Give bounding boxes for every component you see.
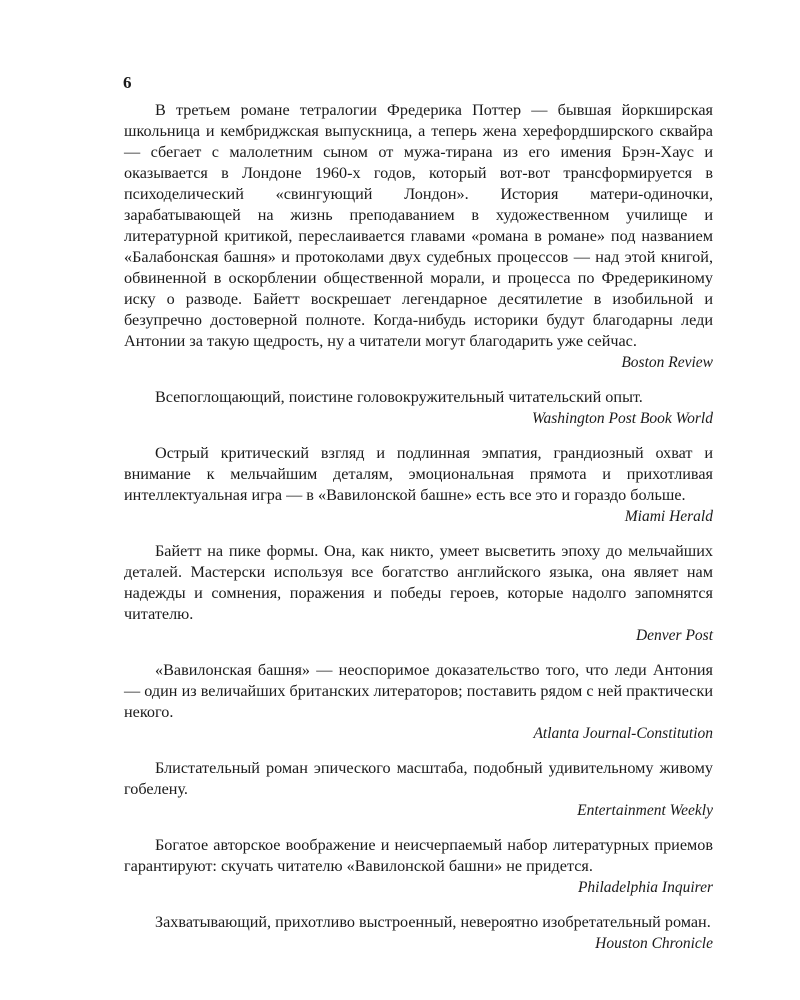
review-text: Острый критический взгляд и подлинная эмпатия, грандиозный охват и внимание к мельчайшим деталям, эмоциональная прямота и прихотливая интеллектуальная игра — в «Вавилонской башне» есть все это и гораздо больше.	[124, 444, 713, 504]
reviews-list	[124, 100, 713, 968]
review-text: Блистательный роман эпического масштаба, подобный удивительному живому гобелену.	[124, 759, 713, 798]
review-text: Всепоглощающий, поистине головокружительный читательский опыт.	[155, 388, 643, 406]
review-entertainment-weekly	[124, 758, 713, 821]
review-washington-post	[124, 387, 713, 429]
review-philadelphia-inquirer	[124, 835, 713, 898]
page-number: 6	[123, 73, 132, 92]
review-text: Захватывающий, прихотливо выстроенный, невероятно изобретательный роман.	[155, 913, 711, 931]
review-houston-chronicle	[124, 912, 713, 954]
review-text: «Вавилонская башня» — неоспоримое доказательство того, что леди Антония — один из величайших британских литераторов; поставить рядом с ней практически некого.	[124, 661, 713, 721]
review-miami-herald	[124, 443, 713, 527]
review-source: Denver Post	[635, 627, 713, 644]
review-atlanta-journal	[124, 660, 713, 744]
review-denver-post	[124, 541, 713, 646]
review-source: Entertainment Weekly	[577, 802, 713, 819]
review-source: Miami Herald	[624, 508, 713, 525]
review-boston-review	[124, 100, 713, 373]
review-text: В третьем романе тетралогии Фредерика Поттер — бывшая йоркширская школьница и кембриджская выпускница, а теперь жена херефордширского сквайра — сбегает с малолетним сыном от мужа-тирана из его имения Брэн-Хаус и оказывается в Лондоне 1960-х годов, который вот-вот трансформируется в психоделический «свингующий Лондон». История матери-одиночки, зарабатывающей на жизнь преподаванием в художественном училище и литературной критикой, переслаивается главами «романа в романе» под названием «Балабонская башня» и протоколами двух судебных процессов — над этой книгой, обвиненной в оскорблении общественной морали, и процесса по Фредерикиному иску о разводе. Байетт воскрешает легендарное десятилетие в изобильной и безупречно достоверной полноте. Когда-нибудь историки будут благодарны леди Антонии за такую щедрость, ну а читатели могут благодарить уже сейчас.	[124, 101, 713, 350]
review-source: Boston Review	[621, 354, 713, 371]
review-source: Houston Chronicle	[595, 935, 713, 952]
review-source: Philadelphia Inquirer	[577, 879, 713, 896]
review-source: Washington Post Book World	[532, 410, 713, 427]
review-text: Байетт на пике формы. Она, как никто, умеет высветить эпоху до мельчайших деталей. Мастерски используя все богатство английского языка, она являет нам надежды и сомнения, поражения и победы героев, которые надолго запомнятся читателю.	[124, 542, 713, 623]
review-text: Богатое авторское воображение и неисчерпаемый набор литературных приемов гарантируют: скучать читателю «Вавилонской башни» не придется.	[124, 836, 713, 875]
review-source: Atlanta Journal-Constitution	[533, 725, 713, 742]
